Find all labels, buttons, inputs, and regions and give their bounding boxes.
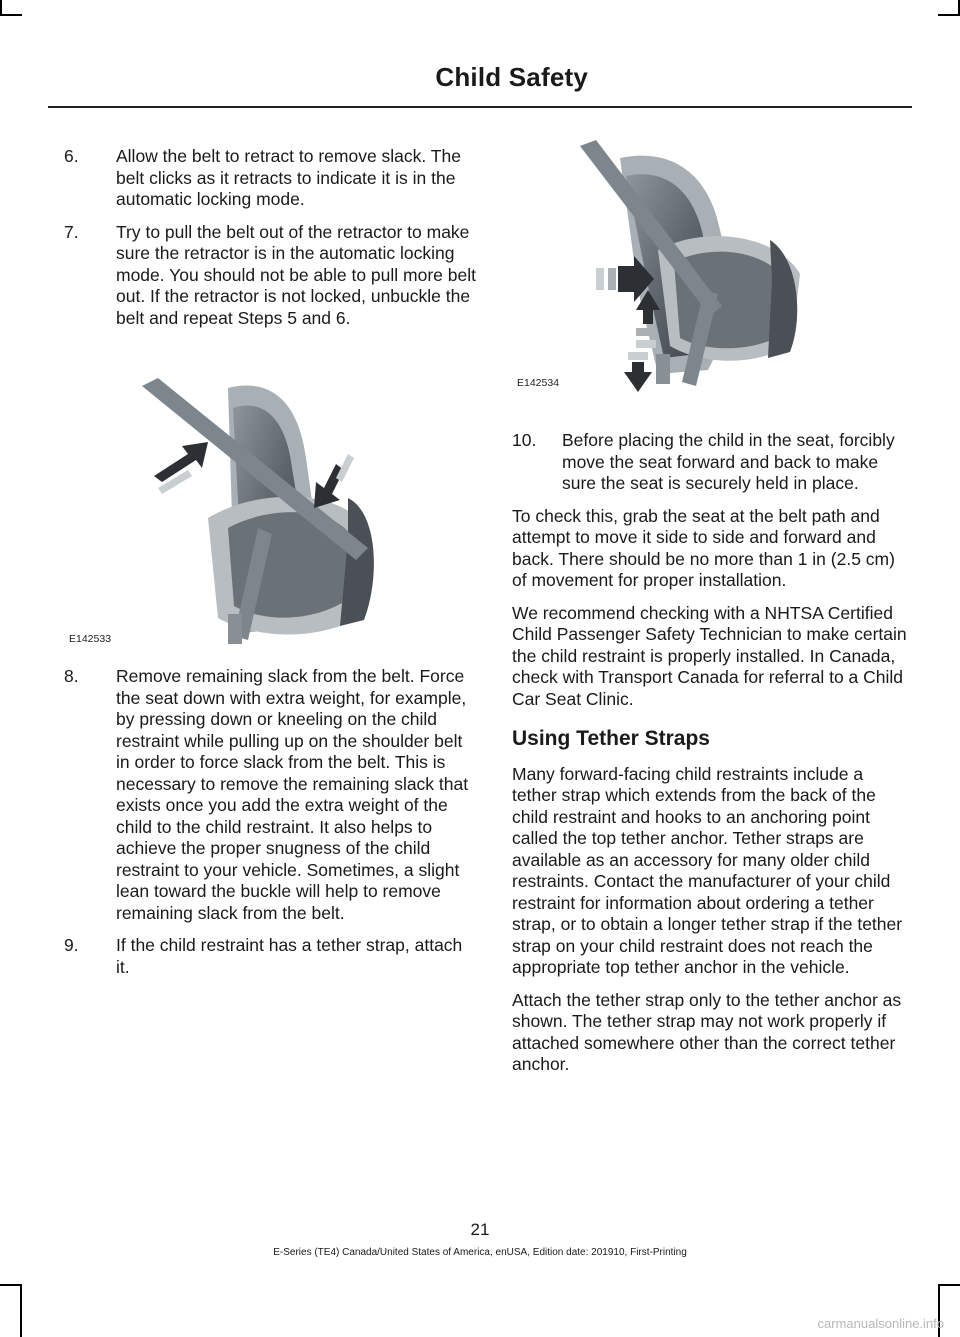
figure-code: E142534 xyxy=(517,377,560,389)
section-heading: Using Tether Straps xyxy=(512,727,710,750)
left-column-top xyxy=(64,146,476,340)
right-column xyxy=(512,430,910,1087)
step-6 xyxy=(64,146,476,211)
step-text: Before placing the child in the seat, forcibly move the seat forward and back to make sure the seat is securely held in place. xyxy=(562,430,895,493)
step-text: Try to pull the belt out of the retractor to make sure the retractor is in the automatic locking mode. You should not be able to pull more belt out. If the retractor is not locked, unbuckle the belt and repeat Steps 5 and 6. xyxy=(116,221,476,328)
step-number: 8. xyxy=(64,666,79,686)
crop-mark xyxy=(20,1284,22,1337)
page-number: 21 xyxy=(470,1220,490,1239)
step-8 xyxy=(64,666,476,924)
crop-mark xyxy=(938,14,960,16)
page-title: Child Safety xyxy=(435,62,588,92)
header-rule xyxy=(48,106,912,108)
crop-mark xyxy=(938,1284,960,1286)
step-text: Remove remaining slack from the belt. Force the seat down with extra weight, for example, by pressing down or kneeling on the child restraint while pulling up on the shoulder belt in order to force slack from the belt. This is necessary to remove the remaining slack that exists once you add the extra weight of the child to the child restraint. It also helps to achieve the proper snugness of the child restraint to your vehicle. Sometimes, a slight lean toward the buckle will help to remove remaining slack from the belt. xyxy=(116,666,469,923)
paragraph: Attach the tether strap only to the tether anchor as shown. The tether strap may not work properly if attached somewhere other than the correct tether anchor. xyxy=(512,989,902,1074)
step-number: 6. xyxy=(64,146,79,166)
step-9 xyxy=(64,935,476,978)
crop-mark xyxy=(0,1284,22,1286)
paragraph: To check this, grab the seat at the belt path and attempt to move it side to side and forward and back. There should be no more than 1 in (2.5 cm) of movement for proper installation. xyxy=(512,505,895,590)
figure-code: E142533 xyxy=(69,633,112,645)
edition-footer: E-Series (TE4) Canada/United States of America, enUSA, Edition date: 201910, First-Printing xyxy=(273,1247,687,1258)
step-number: 7. xyxy=(64,221,79,242)
step-number: 9. xyxy=(64,935,79,955)
watermark: carmanualsonline.info xyxy=(817,1316,944,1331)
step-text: Allow the belt to retract to remove slack. The belt clicks as it retracts to indicate it is in the automatic locking mode. xyxy=(116,146,461,209)
paragraph: Many forward-facing child restraints include a tether strap which extends from the back of the child restraint and hooks to an anchoring point called the top tether anchor. Tether straps are available as an accessory for many older child restraints. Contact the manufacturer of your child restraint for information about ordering a tether strap, or to obtain a longer tether strap if the tether strap on your child restraint does not reach the appropriate top tether anchor in the vehicle. xyxy=(512,763,903,977)
child-seat-illustration-left xyxy=(58,378,476,650)
step-text: If the child restraint has a tether strap, attach it. xyxy=(116,935,463,977)
paragraph: We recommend checking with a NHTSA Certified Child Passenger Safety Technician to make certain the child restraint is properly installed. In Canada, check with Transport Canada for referral to a Child Car Seat Clinic. xyxy=(512,602,907,709)
crop-mark xyxy=(0,14,22,16)
step-10 xyxy=(512,430,910,495)
left-column-bottom xyxy=(64,666,476,989)
step-7 xyxy=(64,222,476,330)
child-seat-illustration-right xyxy=(508,140,908,392)
step-number: 10. xyxy=(512,430,537,450)
